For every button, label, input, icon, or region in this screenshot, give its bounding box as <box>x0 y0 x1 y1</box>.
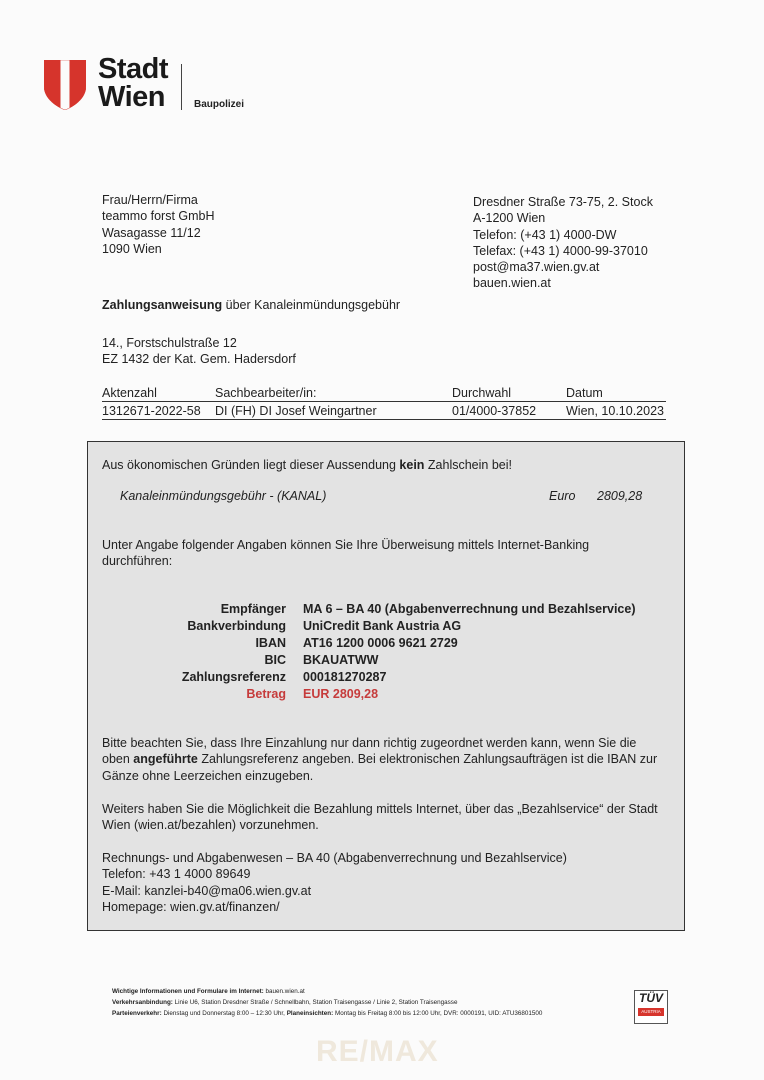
letter-subject <box>102 297 400 313</box>
sender-city: A-1200 Wien <box>473 211 546 226</box>
tuv-logo-band: AUSTRIA <box>638 1008 664 1016</box>
logo-line-1: Stadt <box>98 53 168 85</box>
note-text-post: Zahlschein bei! <box>424 458 512 472</box>
contact-paragraph <box>102 850 672 915</box>
footer-info-line <box>112 988 305 996</box>
recipient-address <box>102 192 215 257</box>
notice-line-2-post: Zahlungsreferenz angeben. Bei elektronischen Zahlungsaufträgen ist die IBAN zur <box>197 752 658 767</box>
property-info <box>102 335 296 368</box>
payment-label-bic: BIC <box>264 653 286 667</box>
ref-date: Wien, 10.10.2023 <box>566 404 664 418</box>
footer-hours-line <box>112 1010 542 1018</box>
footer-line1-rest: bauen.wien.at <box>263 988 305 995</box>
property-address: 14., Forstschulstraße 12 <box>102 336 237 350</box>
sender-phone: Telefon: (+43 1) 4000-DW <box>473 227 617 242</box>
payment-value-reference: 000181270287 <box>303 670 387 684</box>
no-payslip-note <box>102 457 512 473</box>
notice-line-2-pre: oben <box>102 752 134 767</box>
tuv-certification-logo <box>634 990 668 1024</box>
ref-file-number: 1312671-2022-58 <box>102 404 201 418</box>
recipient-name: teammo forst GmbH <box>102 209 215 224</box>
ref-header-date: Datum <box>566 386 603 400</box>
fee-amount: 2809,28 <box>597 489 643 503</box>
contact-phone: Telefon: +43 1 4000 89649 <box>102 867 251 882</box>
banking-intro: Unter Angabe folgender Angaben können Sie Ihre Überweisung mittels Internet-Banking durchführen: <box>102 538 590 569</box>
contact-department: Rechnungs- und Abgabenwesen – BA 40 (Abgabenverrechnung und Bezahlservice) <box>102 851 567 865</box>
footer-line3-bold2: Planeinsichten: <box>286 1010 334 1017</box>
sender-web: bauen.wien.at <box>473 276 551 291</box>
recipient-city: 1090 Wien <box>102 241 162 256</box>
payment-value-recipient: MA 6 – BA 40 (Abgabenverrechnung und Bezahlservice) <box>303 602 636 616</box>
payment-label-reference: Zahlungsreferenz <box>181 670 286 684</box>
notice-paragraph <box>102 735 672 784</box>
subject-bold: Zahlungsanweisung <box>102 298 223 312</box>
footer-transport-line <box>112 999 457 1007</box>
subject-rest: über Kanaleinmündungsgebühr <box>222 298 401 312</box>
footer-line1-bold: Wichtige Informationen und Formulare im Internet: <box>112 988 264 995</box>
notice-line-2 <box>102 751 672 767</box>
payment-label-bank: Bankverbindung <box>187 619 286 633</box>
payment-label-amount: Betrag <box>246 687 286 701</box>
ref-header-file-number: Aktenzahl <box>102 386 157 400</box>
fee-currency: Euro <box>549 489 576 503</box>
property-parcel: EZ 1432 der Kat. Gem. Hadersdorf <box>102 352 296 367</box>
recipient-salutation: Frau/Herrn/Firma <box>102 193 198 207</box>
notice-line-1: Bitte beachten Sie, dass Ihre Einzahlung nur dann richtig zugeordnet werden kann, wenn Sie die <box>102 736 637 750</box>
payment-label-iban: IBAN <box>255 636 286 650</box>
department-name: Baupolizei <box>194 99 245 110</box>
sender-address <box>473 194 653 292</box>
notice-line-3: Gänze ohne Leerzeichen einzugeben. <box>102 768 314 783</box>
footer-line3-rest: Montag bis Freitag 8:00 bis 12:00 Uhr, DVR: 0000191, UID: ATU36801500 <box>333 1010 543 1017</box>
footer-line2-rest: Linie U6, Station Dresdner Straße / Schnellbahn, Station Traisengasse / Linie 2, Station Traisengasse <box>172 999 458 1006</box>
logo-wordmark <box>98 55 168 111</box>
payment-value-bic: BKAUATWW <box>303 653 379 667</box>
online-line-2: Wien (wien.at/bezahlen) vorzunehmen. <box>102 818 319 833</box>
sender-fax: Telefax: (+43 1) 4000-99-37010 <box>473 243 648 258</box>
payment-value-iban: AT16 1200 0006 9621 2729 <box>303 636 458 650</box>
logo-divider <box>181 64 182 110</box>
payment-value-bank: UniCredit Bank Austria AG <box>303 619 462 633</box>
online-line-1: Weiters haben Sie die Möglichkeit die Bezahlung mittels Internet, über das „Bezahlservice“ der Stadt <box>102 802 658 816</box>
ref-clerk: DI (FH) DI Josef Weingartner <box>215 404 377 418</box>
footer-line2-bold: Verkehrsanbindung: <box>112 999 173 1006</box>
sender-street: Dresdner Straße 73-75, 2. Stock <box>473 195 653 209</box>
contact-homepage: Homepage: wien.gv.at/finanzen/ <box>102 899 280 914</box>
sender-email: post@ma37.wien.gv.at <box>473 260 600 275</box>
contact-email: E-Mail: kanzlei-b40@ma06.wien.gv.at <box>102 883 312 898</box>
recipient-street: Wasagasse 11/12 <box>102 225 201 240</box>
payment-value-amount: EUR 2809,28 <box>303 687 379 701</box>
ref-header-clerk: Sachbearbeiter/in: <box>215 386 317 400</box>
footer-line3-mid: Dienstag und Donnerstag 8:00 – 12:30 Uhr, <box>161 1010 287 1017</box>
logo-line-2: Wien <box>98 81 166 113</box>
ref-extension: 01/4000-37852 <box>452 404 537 418</box>
note-text-bold: kein <box>399 458 425 472</box>
remax-watermark: RE/MAX <box>316 1035 439 1068</box>
online-payment-paragraph <box>102 801 672 834</box>
vienna-coat-of-arms-icon <box>44 60 86 110</box>
footer-line3-bold1: Parteienverkehr: <box>112 1010 162 1017</box>
ref-header-extension: Durchwahl <box>452 386 512 400</box>
note-text-pre: Aus ökonomischen Gründen liegt dieser Aussendung <box>102 458 400 472</box>
tuv-logo-text: TÜV <box>639 991 663 1005</box>
payment-label-recipient: Empfänger <box>220 602 286 616</box>
notice-line-2-bold: angeführte <box>133 752 198 767</box>
fee-label: Kanaleinmündungsgebühr - (KANAL) <box>120 489 327 503</box>
